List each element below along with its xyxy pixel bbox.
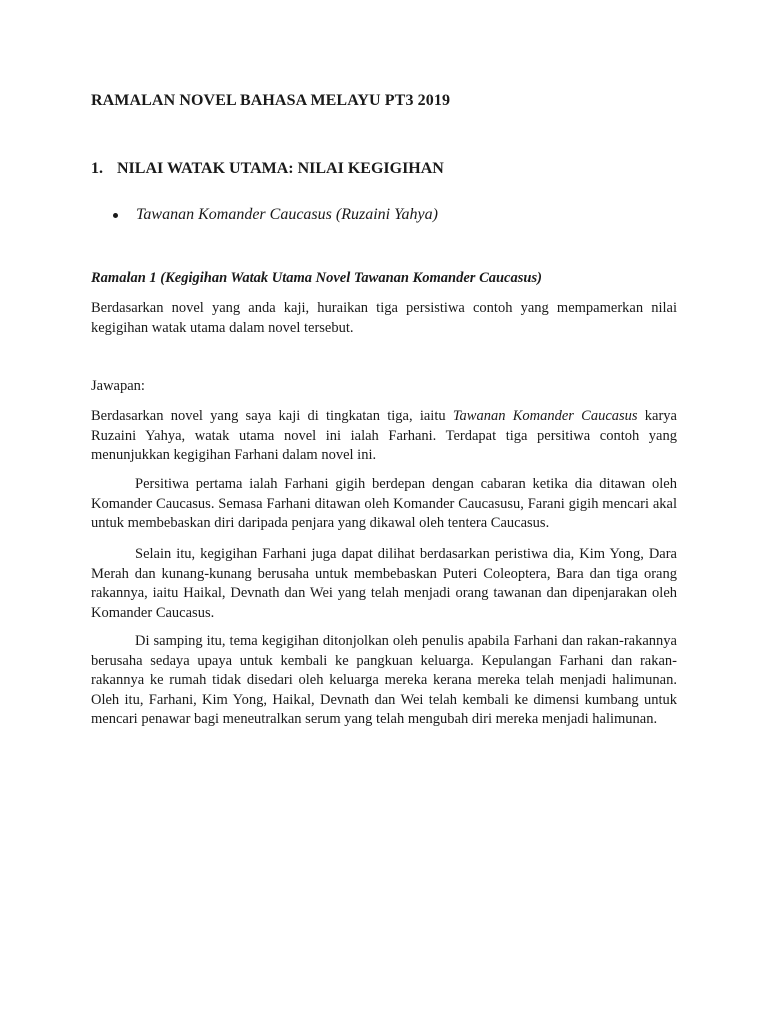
list-item <box>91 206 438 224</box>
body-paragraph-2: Selain itu, kegigihan Farhani juga dapat dilihat berdasarkan peristiwa dia, Kim Yong, Dara Merah dan kunang-kunang berusaha untuk membebaskan Puteri Coleoptera, Bara dan tiga orang rakannya, iaitu Haikal, Devnath dan Wei yang telah menjadi orang tawanan dan dipenjarakan oleh Komander Caucasus. <box>91 546 677 621</box>
question-text: Berdasarkan novel yang anda kaji, huraikan tiga persistiwa contoh yang mempamerkan nilai kegigihan watak utama dalam novel tersebut. <box>91 300 677 336</box>
body-paragraph-1: Persitiwa pertama ialah Farhani gigih berdepan dengan cabaran ketika dia ditawan oleh Komander Caucasus. Semasa Farhani ditawan oleh Komander Caucasusu, Farani gigih mencari akal untuk membebaskan diri daripada penjara yang dikawal oleh tentera Caucasus. <box>91 476 677 531</box>
section-heading-text: NILAI WATAK UTAMA: NILAI KEGIGIHAN <box>117 160 444 177</box>
novel-title: Tawanan Komander Caucasus <box>452 408 638 424</box>
bullet-list <box>91 206 438 224</box>
answer-intro-rest: karya Ruzaini Yahya, watak utama novel ini ialah Farhani. Terdapat tiga persitiwa contoh yang menunjukkan kegigihan Farhani dalam novel ini. <box>91 408 677 463</box>
answer-intro-paragraph <box>91 407 677 466</box>
question-label: Ramalan 1 (Kegigihan Watak Utama Novel Tawanan Komander Caucasus) <box>91 270 542 286</box>
document-title: RAMALAN NOVEL BAHASA MELAYU PT3 2019 <box>91 92 451 109</box>
list-item-text: Tawanan Komander Caucasus (Ruzaini Yahya) <box>136 206 438 223</box>
answer-label: Jawapan: <box>91 378 145 394</box>
section-heading <box>91 160 444 178</box>
bullet-icon <box>113 213 118 218</box>
section-number: 1. <box>91 160 103 177</box>
answer-intro-lead: Berdasarkan novel yang saya kaji di tingkatan tiga, iaitu <box>91 408 453 424</box>
body-paragraph-3: Di samping itu, tema kegigihan ditonjolkan oleh penulis apabila Farhani dan rakan-rakannya berusaha sedaya upaya untuk kembali ke pangkuan keluarga. Kepulangan Farhani dan rakan-rakannya ke rumah tidak disedari oleh keluarga mereka kerana mereka telah menjadi halimunan. Oleh itu, Farhani, Kim Yong, Haikal, Devnath dan Wei telah kembali ke dimensi kumbang untuk mencari penawar bagi meneutralkan serum yang telah mengubah diri mereka menjadi halimunan. <box>91 633 677 727</box>
